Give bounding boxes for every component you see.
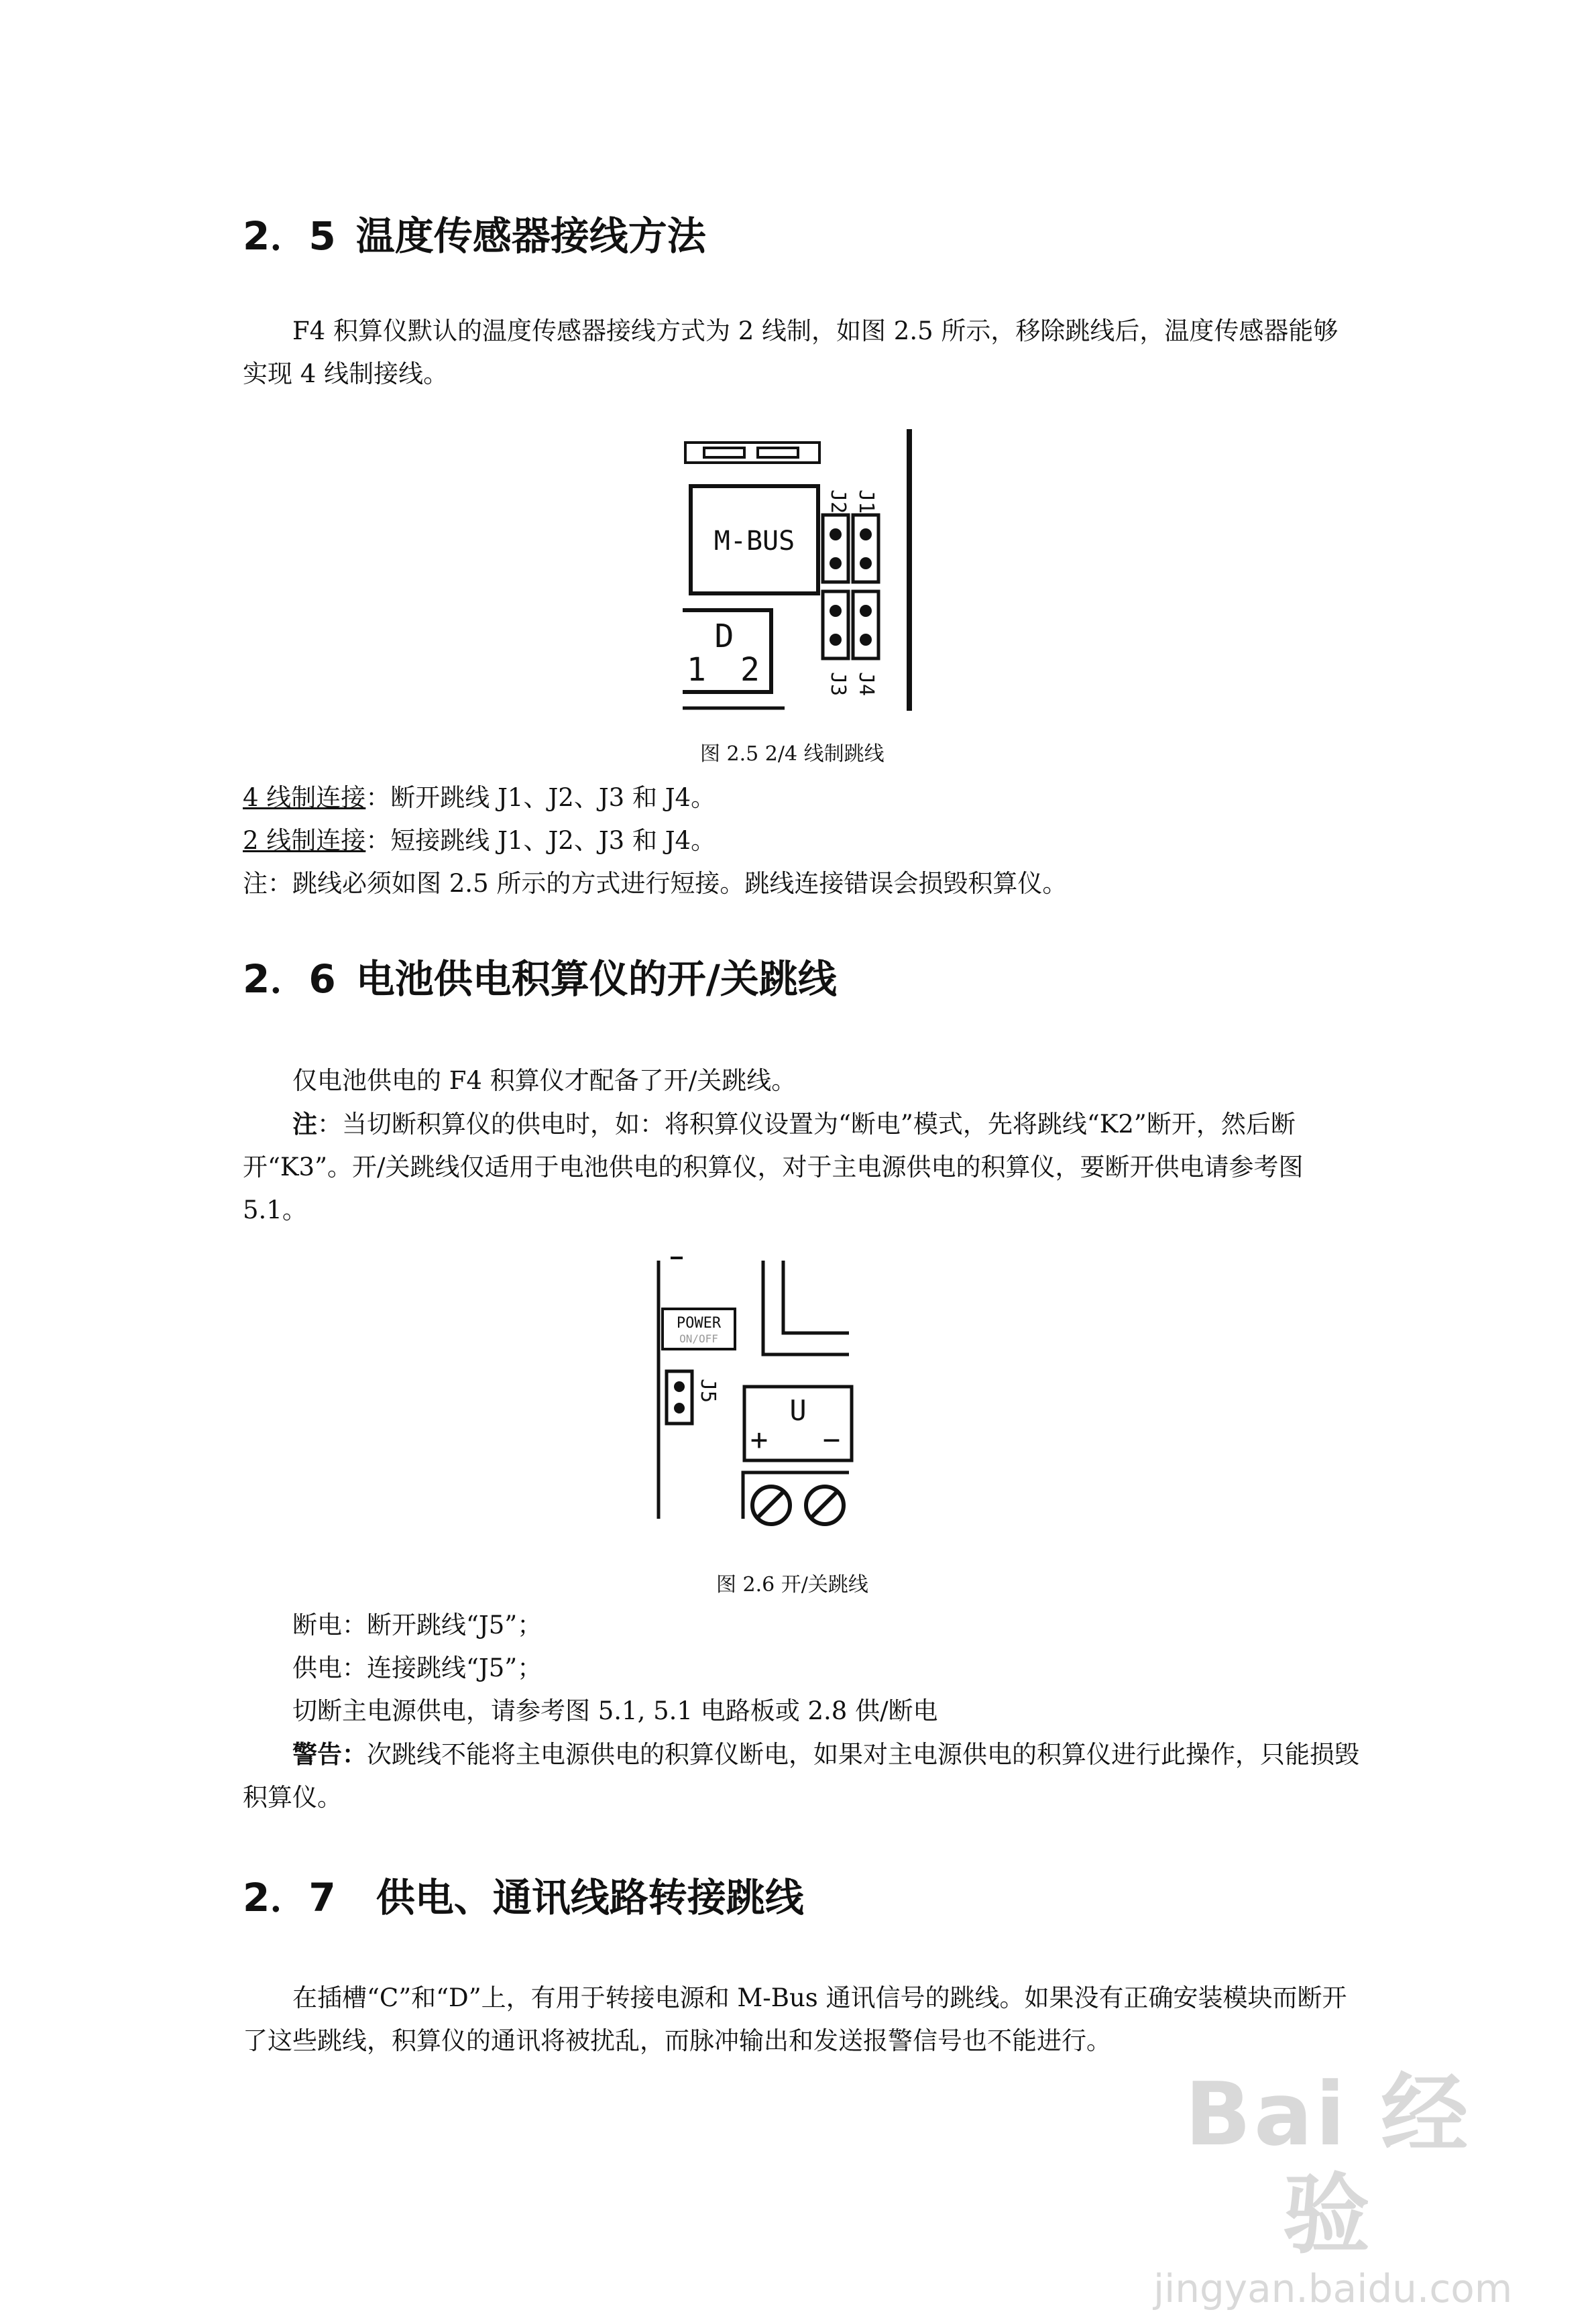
- section-title: 温度传感器接线方法: [355, 213, 706, 259]
- section-2-6-heading: [243, 952, 837, 1006]
- mbus-label: M-BUS: [714, 526, 795, 557]
- pin-1-label: 1: [687, 651, 706, 689]
- power-on-line: 供电：连接跳线“J5”；: [292, 1654, 543, 1682]
- wiring-2-label: 2 线制连接: [243, 826, 366, 855]
- power-off-line: 断电：断开跳线“J5”；: [292, 1611, 543, 1639]
- section-2-7-heading: [243, 1871, 804, 1924]
- section-number: 2．6: [243, 956, 336, 1002]
- baidu-jingyan-watermark: [1153, 2063, 1513, 2311]
- figure-2-5-caption: 图 2.5 2/4 线制跳线: [700, 742, 885, 766]
- plus-label: +: [750, 1423, 768, 1457]
- on-off-label: ON/OFF: [679, 1332, 718, 1345]
- section-number: 2．7: [243, 1875, 336, 1920]
- section-title: 供电、通讯线路转接跳线: [376, 1875, 804, 1920]
- j2-label: J2: [826, 489, 850, 514]
- section-2-6-para-1: 仅电池供电的 F4 积算仪才配备了开/关跳线。: [292, 1066, 797, 1095]
- wiring-4-text: ：断开跳线 J1、J2、J3 和 J4。: [365, 783, 716, 812]
- d-label: D: [714, 618, 734, 655]
- j4-label: J4: [854, 672, 878, 697]
- section-number: 2．5: [243, 213, 336, 259]
- section-2-5-paragraph: F4 积算仪默认的温度传感器接线方式为 2 线制，如图 2.5 所示，移除跳线后，温度传感器能够实现 4 线制接线。: [243, 316, 1338, 388]
- j3-label: J3: [826, 672, 850, 697]
- pin-2-label: 2: [740, 651, 760, 689]
- warning-text: 次跳线不能将主电源供电的积算仪断电，如果对主电源供电的积算仪进行此操作，只能损毁积算仪。: [243, 1740, 1359, 1812]
- minus-label: −: [822, 1423, 841, 1457]
- note-body: ：当切断积算仪的供电时，如：将积算仪设置为“断电”模式，先将跳线“K2”断开，然后断开“K3”。开/关跳线仅适用于电池供电的积算仪，对于主电源供电的积算仪，要断开供电请参考图 5.1。: [243, 1110, 1304, 1224]
- u-label: U: [789, 1394, 807, 1427]
- j5-label: J5: [696, 1379, 720, 1403]
- section-2-5-heading: [243, 209, 706, 263]
- section-2-7-paragraph: 在插槽“C”和“D”上，有用于转接电源和 M-Bus 通讯信号的跳线。如果没有正确安装模块而断开了这些跳线，积算仪的通讯将被扰乱，而脉冲输出和发送报警信号也不能进行。: [243, 1983, 1347, 2055]
- wiring-2-line: [243, 819, 716, 862]
- mains-off-line: 切断主电源供电，请参考图 5.1, 5.1 电路板或 2.8 供/断电: [292, 1696, 938, 1725]
- note-label: 注: [292, 1109, 317, 1139]
- j1-label: J1: [854, 489, 878, 514]
- watermark-logo: Bai 经验: [1184, 2063, 1471, 2266]
- wiring-4-line: [243, 776, 716, 819]
- note-line: 注：跳线必须如图 2.5 所示的方式进行短接。跳线连接错误会损毁积算仪。: [243, 869, 1068, 898]
- wiring-4-label: 4 线制连接: [243, 783, 366, 812]
- figure-2-6-caption: 图 2.6 开/关跳线: [716, 1573, 868, 1597]
- figure-2-5-jumper-diagram: [671, 416, 932, 731]
- section-title: 电池供电积算仪的开/关跳线: [355, 956, 837, 1002]
- warning-label: 警告：: [292, 1739, 367, 1769]
- figure-2-6-power-jumper-diagram: [644, 1247, 899, 1529]
- watermark-url: jingyan.baidu.com: [1153, 2266, 1513, 2311]
- power-label: POWER: [676, 1315, 722, 1332]
- wiring-2-text: ：短接跳线 J1、J2、J3 和 J4。: [365, 826, 716, 855]
- section-2-6-para-2: [243, 1102, 1363, 1232]
- warning-paragraph: [243, 1733, 1363, 1819]
